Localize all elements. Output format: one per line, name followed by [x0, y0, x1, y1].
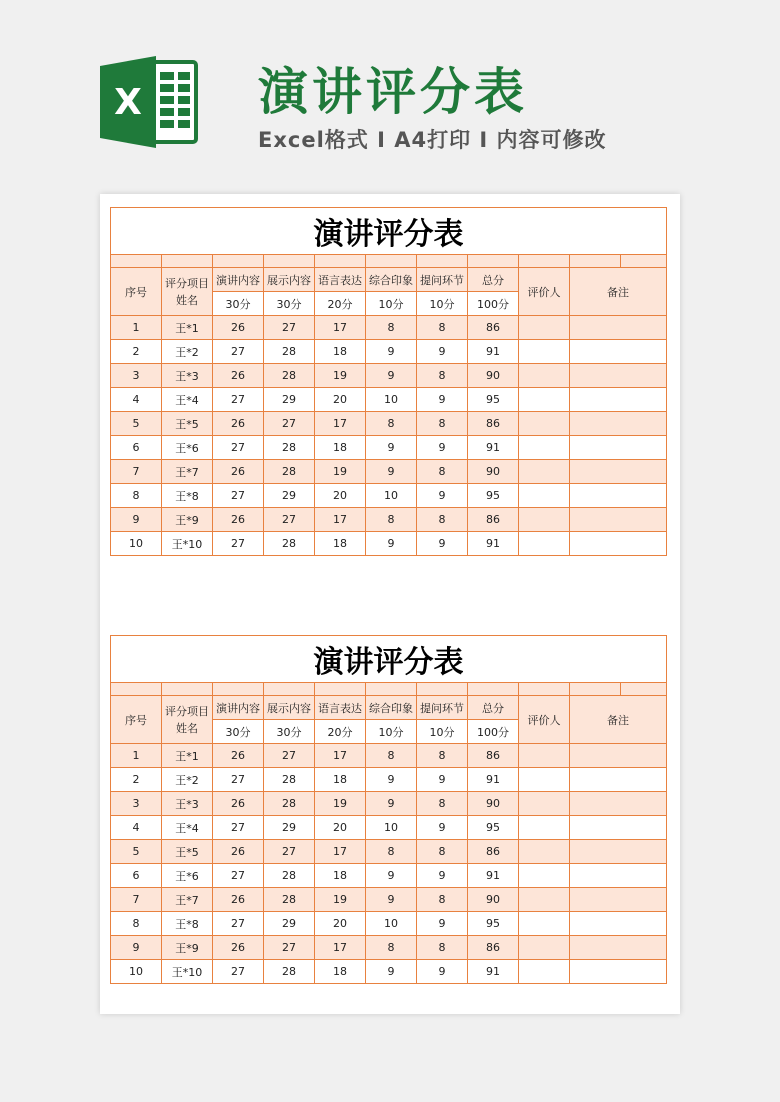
max-score: 20分 — [315, 720, 366, 744]
table-cell[interactable]: 26 — [213, 840, 264, 864]
remark-cell[interactable] — [570, 436, 667, 460]
blank-row — [111, 255, 667, 268]
table-cell[interactable]: 王*2 — [162, 340, 213, 364]
judge-cell[interactable] — [519, 484, 570, 508]
table-cell[interactable]: 26 — [213, 792, 264, 816]
table-cell[interactable]: 20 — [315, 388, 366, 412]
col-remark: 备注 — [570, 696, 667, 744]
table-cell[interactable]: 王*8 — [162, 912, 213, 936]
remark-cell[interactable] — [570, 532, 667, 556]
col-judge: 评价人 — [519, 696, 570, 744]
col-name: 评分项目姓名 — [162, 696, 213, 744]
table-cell[interactable]: 5 — [111, 412, 162, 436]
table-cell[interactable]: 26 — [213, 460, 264, 484]
table-cell[interactable]: 28 — [264, 888, 315, 912]
table-cell[interactable]: 8 — [111, 912, 162, 936]
page-subtitle: Excel格式 I A4打印 I 内容可修改 — [258, 128, 607, 152]
table-cell[interactable]: 9 — [366, 532, 417, 556]
table-cell[interactable]: 8 — [417, 744, 468, 768]
table-cell[interactable]: 王*10 — [162, 532, 213, 556]
table-cell[interactable]: 8 — [366, 840, 417, 864]
table-cell[interactable]: 19 — [315, 460, 366, 484]
judge-cell[interactable] — [519, 412, 570, 436]
table-cell[interactable]: 9 — [366, 888, 417, 912]
judge-cell[interactable] — [519, 792, 570, 816]
table-cell[interactable]: 7 — [111, 888, 162, 912]
max-score: 100分 — [468, 292, 519, 316]
judge-cell[interactable] — [519, 840, 570, 864]
table-cell[interactable]: 86 — [468, 936, 519, 960]
col-content: 演讲内容 — [213, 268, 264, 292]
remark-cell[interactable] — [570, 816, 667, 840]
judge-cell[interactable] — [519, 388, 570, 412]
remark-cell[interactable] — [570, 864, 667, 888]
table-cell[interactable]: 26 — [213, 316, 264, 340]
col-language: 语言表达 — [315, 268, 366, 292]
sheet-title: 演讲评分表 — [111, 208, 667, 255]
excel-logo-icon — [100, 56, 200, 148]
table-cell[interactable]: 9 — [366, 864, 417, 888]
table-cell[interactable]: 6 — [111, 864, 162, 888]
table-cell[interactable]: 9 — [417, 960, 468, 984]
table-cell[interactable]: 17 — [315, 840, 366, 864]
table-cell[interactable]: 王*6 — [162, 436, 213, 460]
table-row — [111, 412, 667, 436]
table-cell[interactable]: 26 — [213, 364, 264, 388]
table-row — [111, 388, 667, 412]
table-cell[interactable]: 86 — [468, 508, 519, 532]
table-cell[interactable]: 9 — [366, 436, 417, 460]
remark-cell[interactable] — [570, 364, 667, 388]
table-cell[interactable]: 10 — [366, 484, 417, 508]
table-cell[interactable]: 8 — [366, 412, 417, 436]
table-row — [111, 864, 667, 888]
table-cell[interactable]: 8 — [366, 316, 417, 340]
table-row — [111, 960, 667, 984]
table-cell[interactable]: 27 — [213, 960, 264, 984]
judge-cell[interactable] — [519, 768, 570, 792]
table-cell[interactable]: 28 — [264, 768, 315, 792]
table-row — [111, 436, 667, 460]
table-cell[interactable]: 18 — [315, 864, 366, 888]
table-row — [111, 364, 667, 388]
table-cell[interactable]: 9 — [366, 340, 417, 364]
max-score: 10分 — [366, 720, 417, 744]
table-cell[interactable]: 8 — [366, 744, 417, 768]
table-cell[interactable]: 91 — [468, 960, 519, 984]
table-cell[interactable]: 27 — [264, 840, 315, 864]
header-row — [111, 696, 667, 720]
table-cell[interactable]: 王*1 — [162, 316, 213, 340]
table-row — [111, 340, 667, 364]
table-cell[interactable]: 9 — [417, 532, 468, 556]
table-cell[interactable]: 10 — [111, 960, 162, 984]
col-qa: 提问环节 — [417, 696, 468, 720]
table-row — [111, 840, 667, 864]
table-cell[interactable]: 27 — [213, 864, 264, 888]
table-cell[interactable]: 29 — [264, 816, 315, 840]
table-cell[interactable]: 91 — [468, 436, 519, 460]
page-title: 演讲评分表 — [258, 63, 528, 121]
table-cell[interactable]: 8 — [111, 484, 162, 508]
table-row — [111, 744, 667, 768]
judge-cell[interactable] — [519, 316, 570, 340]
table-cell[interactable]: 95 — [468, 388, 519, 412]
table-body — [111, 316, 667, 556]
table-cell[interactable]: 8 — [417, 508, 468, 532]
table-cell[interactable]: 90 — [468, 364, 519, 388]
table-cell[interactable]: 王*3 — [162, 364, 213, 388]
table-cell[interactable]: 王*4 — [162, 388, 213, 412]
table-cell[interactable]: 9 — [366, 364, 417, 388]
table-cell[interactable]: 王*9 — [162, 508, 213, 532]
table-cell[interactable]: 29 — [264, 484, 315, 508]
remark-cell[interactable] — [570, 888, 667, 912]
table-cell[interactable]: 27 — [213, 340, 264, 364]
table-cell[interactable]: 8 — [417, 936, 468, 960]
table-cell[interactable]: 17 — [315, 744, 366, 768]
col-qa: 提问环节 — [417, 268, 468, 292]
table-cell[interactable]: 27 — [264, 936, 315, 960]
table-cell[interactable]: 18 — [315, 340, 366, 364]
table-cell[interactable]: 9 — [111, 936, 162, 960]
col-judge: 评价人 — [519, 268, 570, 316]
table-cell[interactable]: 王*7 — [162, 888, 213, 912]
judge-cell[interactable] — [519, 912, 570, 936]
table-row — [111, 532, 667, 556]
table-cell[interactable]: 86 — [468, 316, 519, 340]
table-cell[interactable]: 8 — [417, 792, 468, 816]
table-cell[interactable]: 28 — [264, 436, 315, 460]
blank-row — [111, 683, 667, 696]
table-cell[interactable]: 8 — [417, 364, 468, 388]
table-cell[interactable]: 27 — [213, 532, 264, 556]
table-cell[interactable]: 29 — [264, 388, 315, 412]
table-cell[interactable]: 91 — [468, 864, 519, 888]
table-cell[interactable]: 8 — [417, 840, 468, 864]
table-cell[interactable]: 27 — [264, 508, 315, 532]
table-row — [111, 792, 667, 816]
table-cell[interactable]: 9 — [366, 792, 417, 816]
table-row — [111, 484, 667, 508]
max-score: 20分 — [315, 292, 366, 316]
table-cell[interactable]: 王*5 — [162, 840, 213, 864]
col-language: 语言表达 — [315, 696, 366, 720]
table-cell[interactable]: 86 — [468, 412, 519, 436]
table-cell[interactable]: 28 — [264, 364, 315, 388]
table-cell[interactable]: 王*8 — [162, 484, 213, 508]
remark-cell[interactable] — [570, 508, 667, 532]
table-cell[interactable]: 27 — [264, 412, 315, 436]
remark-cell[interactable] — [570, 412, 667, 436]
table-cell[interactable]: 20 — [315, 816, 366, 840]
table-cell[interactable]: 王*5 — [162, 412, 213, 436]
remark-cell[interactable] — [570, 388, 667, 412]
col-impression: 综合印象 — [366, 696, 417, 720]
table-cell[interactable]: 27 — [213, 436, 264, 460]
table-cell[interactable]: 27 — [213, 816, 264, 840]
table-cell[interactable]: 26 — [213, 936, 264, 960]
table-cell[interactable]: 28 — [264, 792, 315, 816]
page-header — [0, 0, 780, 190]
table-cell[interactable]: 王*10 — [162, 960, 213, 984]
table-cell[interactable]: 9 — [366, 768, 417, 792]
table-cell[interactable]: 18 — [315, 768, 366, 792]
table-cell[interactable]: 1 — [111, 744, 162, 768]
judge-cell[interactable] — [519, 532, 570, 556]
table-cell[interactable]: 17 — [315, 508, 366, 532]
judge-cell[interactable] — [519, 436, 570, 460]
table-cell[interactable]: 26 — [213, 412, 264, 436]
max-score: 10分 — [417, 292, 468, 316]
table-cell[interactable]: 29 — [264, 912, 315, 936]
table-cell[interactable]: 26 — [213, 888, 264, 912]
table-cell[interactable]: 8 — [417, 412, 468, 436]
judge-cell[interactable] — [519, 460, 570, 484]
table-row — [111, 888, 667, 912]
table-cell[interactable]: 27 — [213, 768, 264, 792]
table-cell[interactable]: 2 — [111, 340, 162, 364]
table-cell[interactable]: 9 — [417, 864, 468, 888]
table-cell[interactable]: 10 — [366, 912, 417, 936]
table-cell[interactable]: 86 — [468, 840, 519, 864]
table-row — [111, 508, 667, 532]
table-cell[interactable]: 王*1 — [162, 744, 213, 768]
table-cell[interactable]: 90 — [468, 888, 519, 912]
remark-cell[interactable] — [570, 936, 667, 960]
table-cell[interactable]: 28 — [264, 960, 315, 984]
table-row — [111, 460, 667, 484]
table-cell[interactable]: 8 — [417, 460, 468, 484]
table-cell[interactable]: 9 — [417, 340, 468, 364]
table-cell[interactable]: 9 — [417, 912, 468, 936]
remark-cell[interactable] — [570, 316, 667, 340]
judge-cell[interactable] — [519, 888, 570, 912]
table-cell[interactable]: 9 — [366, 960, 417, 984]
col-display: 展示内容 — [264, 696, 315, 720]
max-score: 30分 — [213, 720, 264, 744]
table-cell[interactable]: 27 — [264, 316, 315, 340]
table-cell[interactable]: 26 — [213, 744, 264, 768]
table-cell[interactable]: 3 — [111, 364, 162, 388]
table-cell[interactable]: 90 — [468, 460, 519, 484]
table-cell[interactable]: 28 — [264, 864, 315, 888]
judge-cell[interactable] — [519, 744, 570, 768]
table-cell[interactable]: 91 — [468, 532, 519, 556]
remark-cell[interactable] — [570, 792, 667, 816]
table-cell[interactable]: 2 — [111, 768, 162, 792]
table-cell[interactable]: 9 — [417, 768, 468, 792]
remark-cell[interactable] — [570, 912, 667, 936]
table-cell[interactable]: 10 — [366, 388, 417, 412]
table-cell[interactable]: 王*6 — [162, 864, 213, 888]
table-cell[interactable]: 18 — [315, 532, 366, 556]
judge-cell[interactable] — [519, 960, 570, 984]
table-row — [111, 768, 667, 792]
paper-sheet — [100, 194, 680, 1014]
table-cell[interactable]: 4 — [111, 388, 162, 412]
score-table-1 — [110, 207, 667, 556]
table-cell[interactable]: 王*3 — [162, 792, 213, 816]
judge-cell[interactable] — [519, 364, 570, 388]
table-cell[interactable]: 10 — [366, 816, 417, 840]
table-row — [111, 912, 667, 936]
table-cell[interactable]: 8 — [366, 936, 417, 960]
remark-cell[interactable] — [570, 840, 667, 864]
max-score: 30分 — [213, 292, 264, 316]
table-cell[interactable]: 19 — [315, 888, 366, 912]
table-cell[interactable]: 18 — [315, 436, 366, 460]
table-cell[interactable]: 90 — [468, 792, 519, 816]
remark-cell[interactable] — [570, 768, 667, 792]
remark-cell[interactable] — [570, 960, 667, 984]
table-cell[interactable]: 8 — [417, 888, 468, 912]
table-cell[interactable]: 9 — [417, 388, 468, 412]
table-cell[interactable]: 王*7 — [162, 460, 213, 484]
col-seq: 序号 — [111, 268, 162, 316]
table-cell[interactable]: 1 — [111, 316, 162, 340]
judge-cell[interactable] — [519, 508, 570, 532]
table-cell[interactable]: 9 — [417, 436, 468, 460]
table-cell[interactable]: 91 — [468, 768, 519, 792]
table-row — [111, 936, 667, 960]
table-cell[interactable]: 17 — [315, 412, 366, 436]
table-cell[interactable]: 7 — [111, 460, 162, 484]
col-name: 评分项目姓名 — [162, 268, 213, 316]
table-cell[interactable]: 27 — [213, 388, 264, 412]
table-cell[interactable]: 9 — [111, 508, 162, 532]
score-table-2 — [110, 635, 667, 984]
col-total: 总分 — [468, 696, 519, 720]
table-cell[interactable]: 20 — [315, 484, 366, 508]
table-cell[interactable]: 10 — [111, 532, 162, 556]
table-cell[interactable]: 王*4 — [162, 816, 213, 840]
table-cell[interactable]: 18 — [315, 960, 366, 984]
table-cell[interactable]: 95 — [468, 816, 519, 840]
table-cell[interactable]: 王*2 — [162, 768, 213, 792]
table-cell[interactable]: 28 — [264, 460, 315, 484]
judge-cell[interactable] — [519, 816, 570, 840]
table-cell[interactable]: 6 — [111, 436, 162, 460]
remark-cell[interactable] — [570, 744, 667, 768]
remark-cell[interactable] — [570, 340, 667, 364]
table-cell[interactable]: 王*9 — [162, 936, 213, 960]
table-cell[interactable]: 4 — [111, 816, 162, 840]
sheet-title: 演讲评分表 — [111, 636, 667, 683]
header-row — [111, 268, 667, 292]
table-cell[interactable]: 8 — [366, 508, 417, 532]
table-cell[interactable]: 26 — [213, 508, 264, 532]
table-cell[interactable]: 17 — [315, 936, 366, 960]
col-display: 展示内容 — [264, 268, 315, 292]
table-body — [111, 744, 667, 984]
judge-cell[interactable] — [519, 864, 570, 888]
table-cell[interactable]: 9 — [417, 816, 468, 840]
table-cell[interactable]: 86 — [468, 744, 519, 768]
table-cell[interactable]: 28 — [264, 340, 315, 364]
remark-cell[interactable] — [570, 484, 667, 508]
max-score: 10分 — [417, 720, 468, 744]
table-row — [111, 816, 667, 840]
table-cell[interactable]: 27 — [264, 744, 315, 768]
table-row — [111, 316, 667, 340]
judge-cell[interactable] — [519, 936, 570, 960]
table-cell[interactable]: 17 — [315, 316, 366, 340]
table-cell[interactable]: 8 — [417, 316, 468, 340]
col-impression: 综合印象 — [366, 268, 417, 292]
max-score: 100分 — [468, 720, 519, 744]
col-content: 演讲内容 — [213, 696, 264, 720]
remark-cell[interactable] — [570, 460, 667, 484]
table-cell[interactable]: 95 — [468, 484, 519, 508]
table-cell[interactable]: 19 — [315, 792, 366, 816]
col-seq: 序号 — [111, 696, 162, 744]
max-score: 10分 — [366, 292, 417, 316]
max-score: 30分 — [264, 292, 315, 316]
table-cell[interactable]: 27 — [213, 484, 264, 508]
table-cell[interactable]: 5 — [111, 840, 162, 864]
table-cell[interactable]: 95 — [468, 912, 519, 936]
table-cell[interactable]: 9 — [366, 460, 417, 484]
table-cell[interactable]: 27 — [213, 912, 264, 936]
table-cell[interactable]: 20 — [315, 912, 366, 936]
table-cell[interactable]: 19 — [315, 364, 366, 388]
col-total: 总分 — [468, 268, 519, 292]
col-remark: 备注 — [570, 268, 667, 316]
table-cell[interactable]: 91 — [468, 340, 519, 364]
table-cell[interactable]: 28 — [264, 532, 315, 556]
table-cell[interactable]: 9 — [417, 484, 468, 508]
max-score: 30分 — [264, 720, 315, 744]
table-cell[interactable]: 3 — [111, 792, 162, 816]
judge-cell[interactable] — [519, 340, 570, 364]
logo-letter: X — [114, 82, 142, 123]
